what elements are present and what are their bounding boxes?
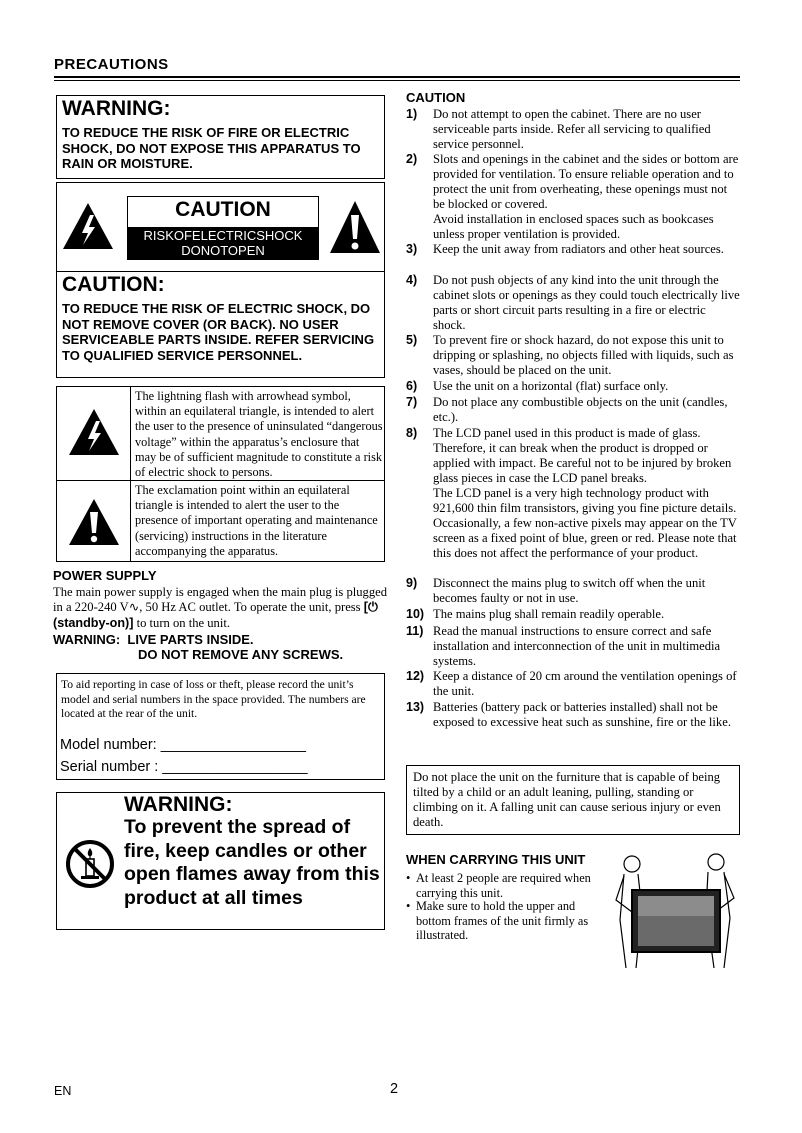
serial-number-field: Serial number : __________________ <box>60 759 308 775</box>
screws-warning: DO NOT REMOVE ANY SCREWS. <box>138 647 344 662</box>
page-number: 2 <box>390 1081 399 1097</box>
item-number: 5) <box>406 333 418 347</box>
symbol-explanations <box>56 386 385 562</box>
item-number: 9) <box>406 576 418 590</box>
carrying-illustration-icon <box>610 850 740 970</box>
bullet: • <box>406 871 411 885</box>
caution-text: TO REDUCE THE RISK OF ELECTRIC SHOCK, DO NOT REMOVE COVER (OR BACK). NO USER SERVICEABLE PARTS INSIDE. REFER SERVICING TO QUALIFIED SERVICE PERSONNEL. <box>62 301 375 363</box>
warning-heading: WARNING: <box>62 97 171 120</box>
item-number: 13) <box>406 700 425 714</box>
report-text: To aid reporting in case of loss or theft, please record the unit’s model and serial numbers in the space provided. The numbers are located at the rear of the unit. <box>61 678 366 720</box>
caution-heading: CAUTION: <box>62 273 165 296</box>
report-box <box>56 673 385 780</box>
item-number: 7) <box>406 395 418 409</box>
flame-warning-heading: WARNING: <box>124 793 233 816</box>
item-number: 8) <box>406 426 418 440</box>
exclamation-symbol-text: The exclamation point within an equilateral triangle is intended to alert the user to the presence of important operating and maintenance (servicing) instructions in the literature accompanying the apparatus. <box>135 483 378 558</box>
item-text <box>433 152 740 242</box>
item-text: Do not place any combustible objects on the unit (candles, etc.). <box>433 395 728 424</box>
footer-language: EN <box>54 1084 72 1098</box>
power-supply-text <box>53 585 388 631</box>
item-text-part: The LCD panel is a very high technology product with 921,600 thin film transistors, giving you fine picture details. Occasionally, a few non-active pixels may appear on the TV screen as a fixed point of blue, green or red. Please note that this does not affect the performance of your product. <box>433 486 737 560</box>
exclamation-triangle-icon <box>328 199 382 255</box>
item-text: To prevent fire or shock hazard, do not expose this unit to dripping or splashing, no objects filled with liquids, such as vases, should be placed on the unit. <box>433 333 734 377</box>
power-text-1: The main power supply is engaged when the main plug is plugged in a 220-240 V <box>53 585 388 615</box>
furniture-warning-box <box>406 765 740 835</box>
lightning-triangle-icon <box>61 201 115 251</box>
standby-button-label: [⏻ (standby-on)] <box>53 600 378 630</box>
divider <box>57 271 384 272</box>
bullet: • <box>406 899 411 913</box>
item-number: 2) <box>406 152 418 166</box>
no-candle-icon <box>65 839 115 889</box>
item-text: Keep a distance of 20 cm around the ventilation openings of the unit. <box>433 669 737 698</box>
page-title: PRECAUTIONS <box>54 56 169 73</box>
ac-symbol: ∿ <box>128 600 140 615</box>
item-number: 1) <box>406 107 418 121</box>
item-text: Read the manual instructions to ensure correct and safe installation and interconnection of the unit in multimedia systems. <box>433 624 721 668</box>
caution-label <box>127 196 319 260</box>
carrying-heading: WHEN CARRYING THIS UNIT <box>406 852 586 867</box>
item-text: Do not push objects of any kind into the unit through the cabinet slots or openings as they could touch electrically live parts or short circuit parts resulting in a fire or electric shock. <box>433 273 740 332</box>
warning-text: TO REDUCE THE RISK OF FIRE OR ELECTRIC SHOCK, DO NOT EXPOSE THIS APPARATUS TO RAIN OR MOISTURE. <box>62 125 361 171</box>
item-text: Use the unit on a horizontal (flat) surface only. <box>433 379 669 393</box>
item-text: Batteries (battery pack or batteries installed) shall not be exposed to excessive heat such as sunshine, fire or the like. <box>433 700 731 729</box>
warning-box <box>56 95 385 179</box>
caution-block <box>56 182 385 378</box>
bullet-text: At least 2 people are required when carrying this unit. <box>416 871 591 900</box>
item-text: Do not attempt to open the cabinet. There are no user serviceable parts inside. Refer all servicing to qualified service personnel. <box>433 107 711 151</box>
item-number: 11) <box>406 624 424 638</box>
item-text: The mains plug shall remain readily operable. <box>433 607 665 621</box>
divider <box>57 480 384 481</box>
power-text-2: , 50 Hz AC outlet. To operate the unit, press <box>139 600 364 615</box>
item-number: 10) <box>406 607 425 621</box>
item-number: 4) <box>406 273 418 287</box>
flame-warning-text: To prevent the spread of fire, keep candles or other open flames away from this product at all times <box>124 816 380 909</box>
header-rule-thin <box>54 80 740 81</box>
caution-label-line1: RISKOFELECTRICSHOCK <box>143 228 303 243</box>
flame-warning-box <box>56 792 385 930</box>
power-text-3: to turn on the unit. <box>133 615 230 630</box>
item-text-part: Slots and openings in the cabinet and the sides or bottom are provided for ventilation. To ensure reliable operation and to protect the unit from overheating, these openings must not be blocked or covered. <box>433 152 739 211</box>
model-number-field: Model number: __________________ <box>60 737 306 753</box>
caution-label-title: CAUTION <box>175 198 271 221</box>
lightning-triangle-icon <box>67 407 121 457</box>
divider <box>130 387 131 561</box>
item-number: 3) <box>406 242 418 256</box>
lightning-symbol-text: The lightning flash with arrowhead symbol, within an equilateral triangle, is intended to alert the user to the presence of uninsulated “dangerous voltage” within the apparatus’s enclosure that may be of sufficient magnitude to constitute a risk of electric shock to persons. <box>135 389 383 480</box>
caution-label-bar <box>128 227 318 259</box>
item-text-part: Avoid installation in enclosed spaces such as bookcases unless proper ventilation is provided. <box>433 212 714 241</box>
item-text <box>433 426 740 561</box>
caution-list-heading: CAUTION <box>406 90 466 105</box>
bullet-text: Make sure to hold the upper and bottom frames of the unit firmly as illustrated. <box>416 899 589 942</box>
caution-label-line2: DONOTOPEN <box>181 243 265 258</box>
item-text: Disconnect the mains plug to switch off when the unit becomes faulty or not in use. <box>433 576 706 605</box>
item-text-part: The LCD panel used in this product is made of glass. Therefore, it can break when the product is dropped or applied with impact. Be careful not to be injured by broken glass pieces in case the LCD panel breaks. <box>433 426 732 485</box>
item-number: 12) <box>406 669 425 683</box>
exclamation-triangle-icon <box>67 497 121 547</box>
item-number: 6) <box>406 379 418 393</box>
power-supply-heading: POWER SUPPLY <box>53 568 157 583</box>
item-text: Keep the unit away from radiators and other heat sources. <box>433 242 724 256</box>
furniture-warning-text: Do not place the unit on the furniture that is capable of being tilted by a child or an adult leaning, pulling, standing or climbing on it. A falling unit can cause serious injury or even death. <box>413 770 721 829</box>
header-rule <box>54 76 740 78</box>
live-parts-warning: WARNING: LIVE PARTS INSIDE. <box>53 632 254 647</box>
